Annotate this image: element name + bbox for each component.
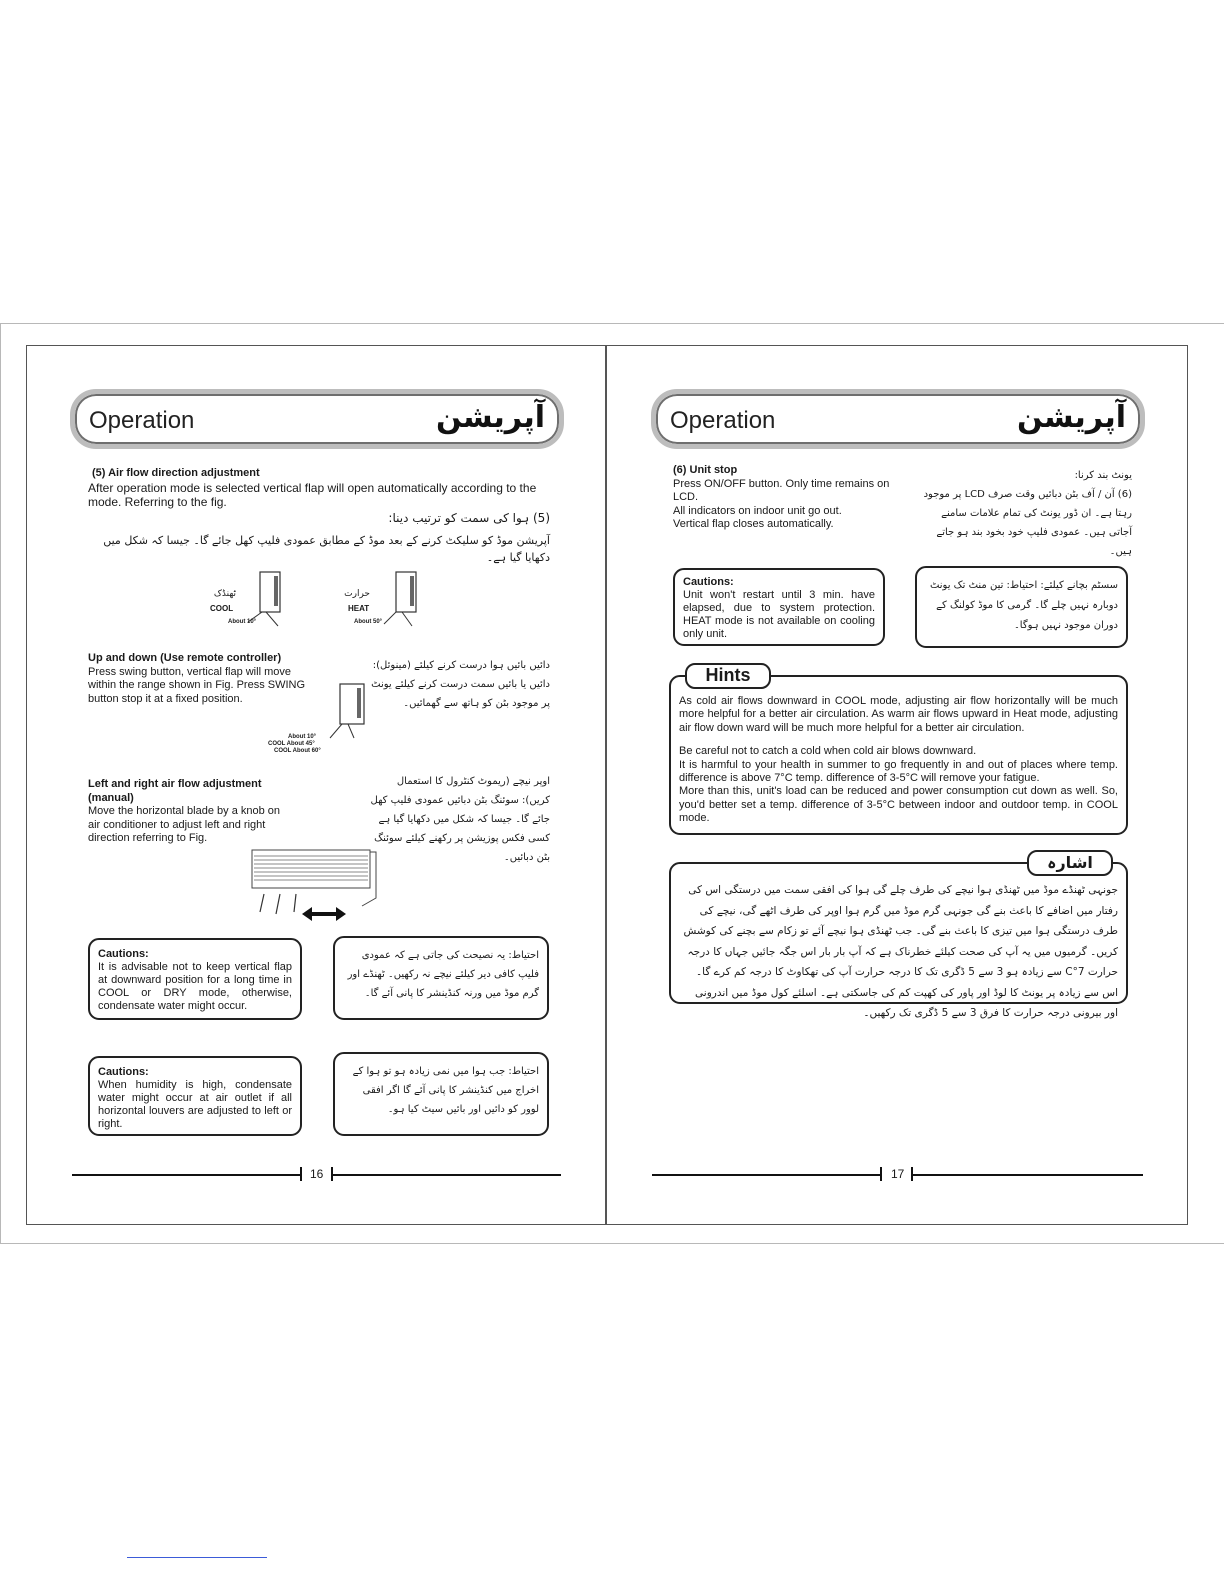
caution-box-2	[88, 1056, 302, 1136]
left-page-number: 16	[310, 1167, 324, 1181]
ishara-body: جونہی ٹھنڈے موڈ میں ٹھنڈی ہوا نیچے کی طرف چلے گی ہوا کی افقی سمت میں درستگی اس کی رفتار میں اضافے کا باعث بنے گی جونہی گرم موڈ میں گرم ہوا اوپر کی طرف اٹھے گی، نیچے کی طرف درستگی ہوا میں تیزی کا باعث بنے گی۔ جب ٹھنڈی ہوا نیچے آئے تو زکام سے بچنے کی کوشش کریں۔ گرمیوں میں یہ آپ کی صحت کیلئے خطرناک ہے کہ آپ بار بار اس جگہ جائیں جہاں کا درجہ حرارت 7°C سے زیادہ ہو 3 سے 5 ڈگری تک کا درجہ حرارت آپ کی تھکاوٹ کا درجہ کم کرے گا۔ اس سے زیادہ پر یونٹ کا لوڈ اور پاور کی کھپت کم کی جاسکتی ہے۔ اسلئے کول موڈ میں اندرونی اور بیرونی درجہ حرارت کا فرق 3 سے 5 ڈگری تک رکھیں۔	[683, 884, 1118, 1019]
caution-2-title: Cautions:	[98, 1066, 149, 1078]
swing-label-2: COOL About 45°	[268, 741, 315, 747]
swing-diagram	[262, 680, 372, 740]
ishara-tab	[1027, 850, 1113, 876]
left-header	[70, 389, 564, 449]
caution-3-body: Unit won't restart until 3 min. have elapsed, due to system protection. HEAT mode is not available on cooling only unit.	[683, 589, 875, 640]
hints-paragraph-1: As cold air flows downward in COOL mode, adjusting air flow horizontally will be much more helpful for a better air circulation. As warm air flows upward in Heat mode, adjusting air flow down ward will be much more helpful for a better air circulation.	[679, 695, 1118, 734]
swing-figure	[262, 680, 372, 762]
right-header-title-urdu: آپریشن	[1017, 400, 1126, 435]
updown-body: Press swing button, vertical flap will move within the range shown in Fig. Press SWING button stop it at a fixed position.	[88, 665, 306, 705]
louver-diagram	[250, 848, 380, 928]
section6-body-2: All indicators on indoor unit go out.	[673, 504, 842, 517]
caution-2-body: When humidity is high, condensate water might occur at air outlet if all horizontal louvers are adjusted to left or right.	[98, 1079, 292, 1130]
caution-box-1-urdu	[333, 936, 549, 1020]
left-footer-rule-b	[333, 1174, 561, 1176]
right-header	[651, 389, 1145, 449]
section6-heading: (6) Unit stop	[673, 464, 738, 476]
section6-body-3: Vertical flap closes automatically.	[673, 518, 834, 530]
section6-text	[673, 464, 903, 532]
swing-label-3: COOL About 60°	[274, 748, 321, 754]
hints-paragraph-2: Be careful not to catch a cold when cold air blows downward.	[679, 745, 977, 758]
caution-1-urdu: احتیاط: یہ نصیحت کی جاتی ہے کہ عمودی فلیپ کافی دیر کیلئے نیچے نہ رکھیں۔ ٹھنڈے اور گرم موڈ میں ورنہ کنڈینشر کا پانی آئے گا۔	[347, 950, 539, 999]
caution-box-3	[673, 568, 885, 646]
louver-figure	[250, 848, 380, 928]
hints-tab	[685, 663, 771, 689]
spread-bottom-rule	[0, 1243, 1224, 1244]
swing-label-1: About 10°	[288, 734, 317, 740]
caution-box-2-urdu	[333, 1052, 549, 1136]
caution-3-title: Cautions:	[683, 576, 734, 588]
leftright-text	[88, 778, 288, 846]
leftright-body: Move the horizontal blade by a knob on air conditioner to adjust left and right direction referring to Fig.	[88, 805, 281, 844]
updown-heading: Up and down (Use remote controller)	[88, 652, 282, 664]
flap-angle-figure	[200, 570, 440, 630]
spread-top-rule	[0, 323, 1224, 324]
left-footer-bar-a	[300, 1167, 302, 1181]
heat-angle: About 50°	[354, 619, 383, 625]
heat-label: HEAT	[348, 604, 370, 613]
cool-urdu: ٹھنڈک	[213, 589, 236, 599]
bottom-link-underline[interactable]	[127, 1557, 267, 1558]
hints-title: Hints	[705, 665, 751, 685]
caution-1-body: It is advisable not to keep vertical flap at downward position for a long time in COOL or DRY mode, otherwise, condensate water might occur.	[98, 961, 292, 1012]
section5-urdu-body: آپریشن موڈ کو سلیکٹ کرنے کے بعد موڈ کے مطابق عمودی فلیپ کھل جائے گا۔ جیسا کہ شکل میں دکھایا گیا ہے۔	[103, 534, 550, 564]
updown-urdu: دائیں بائیں ہوا درست کرنے کیلئے (مینوئل): دائیں یا بائیں سمت درست کرنے کیلئے یونٹ پر موجود بٹن کو ہاتھ سے گھمائیں۔	[371, 660, 550, 709]
left-header-title: Operation	[89, 407, 195, 434]
caution-3-urdu: سسٹم بچانے کیلئے: احتیاط: تین منٹ تک یونٹ دوبارہ نہیں چلے گا۔ گرمی کا موڈ کولنگ کے دوران موجود نہیں ہوگا۔	[929, 580, 1118, 631]
caution-box-3-urdu	[915, 566, 1128, 648]
right-footer-bar-a	[880, 1167, 882, 1181]
left-footer-rule-a	[72, 1174, 300, 1176]
caution-box-1	[88, 938, 302, 1020]
section6-body-1: Press ON/OFF button. Only time remains on LCD.	[673, 477, 890, 503]
heat-urdu: حرارت	[344, 589, 370, 599]
left-header-title-urdu: آپریشن	[436, 400, 545, 435]
leftright-urdu: اوپر نیچے (ریموٹ کنٹرول کا استعمال کریں): سوئنگ بٹن دبائیں عمودی فلیپ کھل جائے گا۔ جیسا کہ شکل میں دکھایا گیا ہے کسی فکس پوزیشن پر رکھنے کیلئے سوئنگ بٹن دبائیں۔	[370, 776, 550, 863]
section5-urdu-heading: (5) ہوا کی سمت کو ترتیب دینا:	[388, 511, 550, 525]
section5-heading: (5) Air flow direction adjustment	[92, 467, 260, 479]
right-footer-rule-a	[652, 1174, 880, 1176]
caution-2-urdu: احتیاط: جب ہوا میں نمی زیادہ ہو تو ہوا کے اخراج میں کنڈینشر کا پانی آئے گا اگر افقی لوور کو دائیں اور بائیں سیٹ کیا ہو۔	[352, 1066, 539, 1115]
right-page-number: 17	[891, 1167, 905, 1181]
cool-angle: About 10°	[228, 619, 257, 625]
hints-paragraph-4: More than this, unit's load can be reduced and power consumption cut down as well. So, you'd better set a temp. difference of 3-5°C between indoor and outdoor temp. in COOL mode.	[679, 785, 1118, 825]
section6-urdu	[920, 466, 1132, 561]
cool-label: COOL	[210, 604, 234, 613]
hints-paragraph-3: It is harmful to your health in summer to go frequently in and out of places where temp. difference is above 7°C temp. difference of 3-5°C will remove your fatigue.	[679, 758, 1118, 785]
caution-1-title: Cautions:	[98, 948, 149, 960]
section5-text	[88, 467, 548, 510]
leftright-heading: Left and right air flow adjustment (manual)	[88, 778, 262, 804]
right-footer-rule-b	[913, 1174, 1143, 1176]
ishara-box	[669, 862, 1128, 1019]
section6-urdu-body: (6) آن / آف بٹن دبائیں وقت صرف LCD پر موجود رہتا ہے۔ ان ڈور یونٹ کی تمام علامات سامنے آجاتی ہیں۔ عمودی فلیپ خود بخود بند ہو جاتے ہیں۔	[923, 489, 1132, 557]
section5-body: After operation mode is selected vertical flap will open automatically according to the mode. Referring to the fig.	[88, 480, 537, 509]
spread-left-rule	[0, 323, 1, 1243]
right-header-title: Operation	[670, 407, 776, 434]
section6-urdu-heading: یونٹ بند کرنا:	[1074, 470, 1132, 481]
hints-box	[669, 675, 1128, 835]
ishara-title: اشارہ	[1047, 853, 1093, 872]
